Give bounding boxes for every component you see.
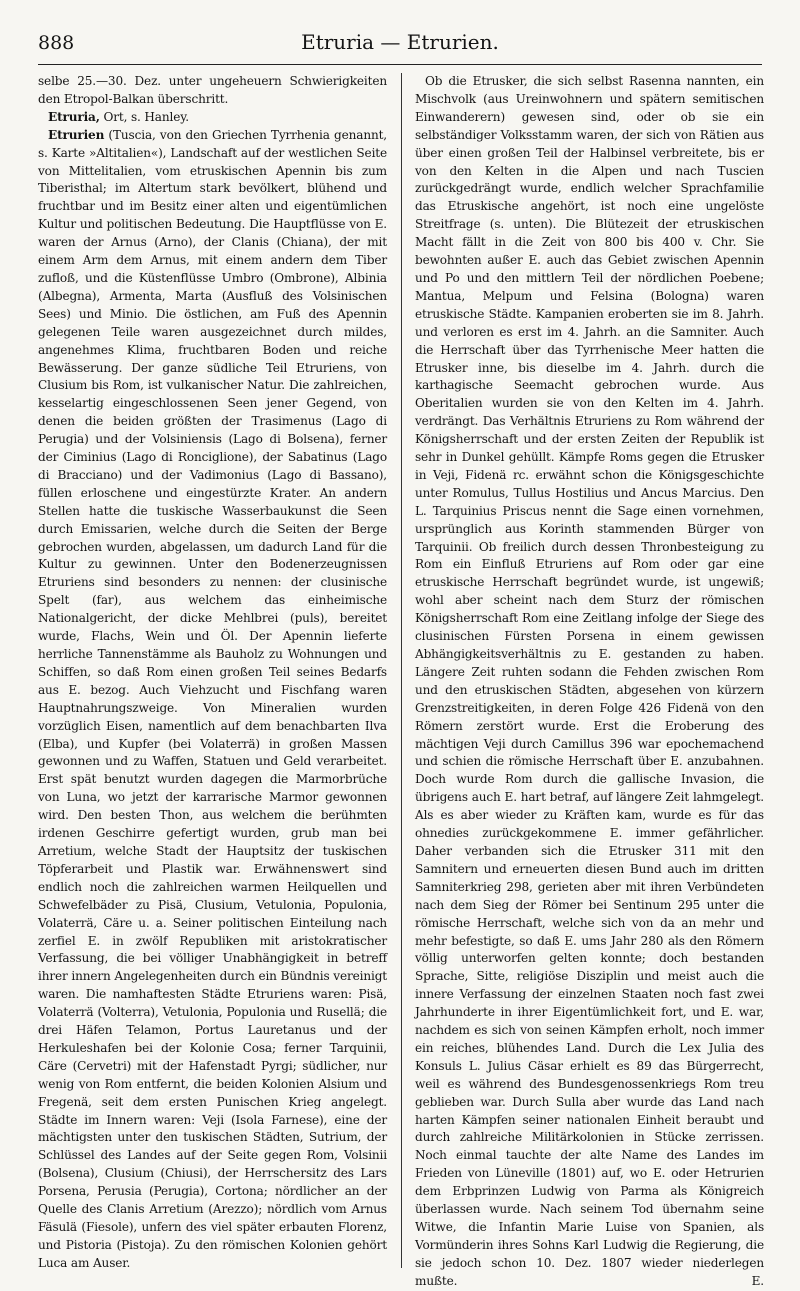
entry-etrurien xyxy=(38,127,387,1273)
paragraph-text: selbe 25.—30. Dez. unter ungeheuern Schwierigkeiten den Etropol-Balkan überschritt. xyxy=(38,74,387,106)
left-column xyxy=(38,73,387,1268)
entry-continuation xyxy=(38,73,387,109)
entry-etruria xyxy=(38,109,387,127)
right-column xyxy=(415,73,764,1288)
paragraph-text: Ort, s. Hanley. xyxy=(99,109,190,124)
page-header xyxy=(38,24,762,58)
text-columns xyxy=(38,73,764,1288)
entry-headword: Etruria, xyxy=(48,109,100,124)
entry-etrurien-history xyxy=(415,73,764,1291)
paragraph-text: (Tuscia, von den Griechen Tyrrhenia genannt, s. Karte »Altitalien«), Landschaft auf der westlichen Seite von Mittelitalien, vom etruskischen Apennin bis zum Tiberisthal; im Altertum stark bevölkert, blühend und fruchtbar und im Besitz einer alten und eigentümlichen Kultur und politischen Bedeutung. Die Hauptflüsse von E. waren der Arnus (Arno), der Clanis (Chiana), der mit einem Arm dem Arnus, mit einem andern dem Tiber zufloß, und die Küstenflüsse Umbro (Ombrone), Albinia (Albegna), Armenta, Marta (Ausfluß des Volsinischen Sees) und Minio. Die östlichen, am Fuß des Apennin gelegenen Teile waren ausgezeichnet durch mildes, angenehmes Klima, fruchtbaren Boden und reiche Bewässerung. Der ganze südliche Teil Etruriens, von Clusium bis Rom, ist vulkanischer Natur. Die zahlreichen, kesselartig eingeschlossenen Seen jener Gegend, von denen die beiden größten der Trasimenus (Lago di Perugia) und der Volsiniensis (Lago di Bolsena), ferner der Ciminius (Lago di Ronciglione), der Sabatinus (Lago di Bracciano) und der Vadimonius (Lago di Bassano), füllen erloschene und eingestürzte Krater. An andern Stellen hatte die tuskische Wasserbaukunst die Seen durch Emissarien, welche durch die Seiten der Berge gebrochen wurden, abgelassen, um dadurch Land für die Kultur zu gewinnen. Unter den Bodenerzeugnissen Etruriens sind besonders zu nennen: der clusinische Spelt (far), aus welchem das einheimische Nationalgericht, der dicke Mehlbrei (puls), bereitet wurde, Flachs, Wein und Öl. Der Apennin lieferte herrliche Tannenstämme als Bauholz zu Wohnungen und Schiffen, so daß Rom einen großen Teil seines Bedarfs aus E. bezog. Auch Viehzucht und Fischfang waren Hauptnahrungszweige. Von Mineralien wurden vorzüglich Eisen, namentlich auf dem benachbarten Ilva (Elba), und Kupfer (bei Volaterrä) in großen Massen gewonnen und zu Waffen, Statuen und Geld verarbeitet. Erst spät benutzt wurden dagegen die Marmorbrüche von Luna, wo jetzt der karrarische Marmor gewonnen wird. Den besten Thon, aus welchem die berühmten irdenen Geschirre gefertigt wurden, grub man bei Arretium, welche Stadt der Hauptsitz der tuskischen Töpferarbeit und Plastik war. Erwähnenswert sind endlich noch die zahlreichen warmen Heilquellen und Schwefelbäder zu Pisä, Clusium, Vetulonia, Populonia, Volaterrä, Cäre u. a. Seiner politischen Einteilung nach zerfiel E. in zwölf Republiken mit aristokratischer Verfassung, die bei völliger Unabhängigkeit in betreff ihrer innern Angelegenheiten durch ein Bündnis vereinigt waren. Die namhaftesten Städte Etruriens waren: Pisä, Volaterrä (Volterra), Vetulonia, Populonia und Rusellä; die drei Häfen Telamon, Portus Lauretanus und der Herkuleshafen bei der Kolonie Cosa; ferner Tarquinii, Cäre (Cervetri) mit der Hafenstadt Pyrgi; südlicher, nur wenig von Rom entfernt, die beiden Kolonien Alsium und Fregenä, seit dem ersten Punischen Krieg angelegt. Städte im Innern waren: Veji (Isola Farnese), eine der mächtigsten unter den tuskischen Städten, Sutrium, der Schlüssel des Landes auf der Seite gegen Rom, Volsinii (Bolsena), Clusium (Chiusi), der Herrschersitz des Lars Porsena, Perusia (Perugia), Cortona; nördlicher an der Quelle des Clanis Arretium (Arezzo); nördlich vom Arnus Fäsulä (Fiesole), unfern des viel später erbauten Florenz, und Pistoria (Pistoja). Zu den römischen Kolonien gehört Luca am Auser. xyxy=(38,127,387,1270)
paragraph-text: Ob die Etrusker, die sich selbst Rasenna nannten, ein Mischvolk (aus Ureinwohnern und spätern semitischen Einwanderern) gewesen sind, oder ob sie ein selbständiger Volksstamm waren, der sich von Rätien aus über einen großen Teil der Halbinsel verbreitete, bis er von den Kelten in die Alpen und nach Tuscien zurückgedrängt wurde, endlich welcher Sprachfamilie das Etruskische angehört, ist noch eine ungelöste Streitfrage (s. unten). Die Blütezeit der etruskischen Macht fällt in die Zeit von 800 bis 400 v. Chr. Sie bewohnten außer E. auch das Gebiet zwischen Apennin und Po und den mittlern Teil der nördlichen Poebene; Mantua, Melpum und Felsina (Bologna) waren etruskische Städte. Kampanien eroberten sie im 8. Jahrh. und verloren es erst im 4. Jahrh. an die Samniter. Auch die Herrschaft über das Tyrrhenische Meer hatten die Etrusker inne, bis dieselbe im 4. Jahrh. durch die karthagische Seemacht gebrochen wurde. Aus Oberitalien wurden sie von den Kelten im 4. Jahrh. verdrängt. Das Verhältnis Etruriens zu Rom während der Königsherrschaft und der ersten Zeiten der Republik ist sehr in Dunkel gehüllt. Kämpfe Roms gegen die Etrusker in Veji, Fidenä rc. erwähnt schon die Königsgeschichte unter Romulus, Tullus Hostilius und Ancus Marcius. Den L. Tarquinius Priscus nennt die Sage einen vornehmen, ursprünglich aus Korinth stammenden Bürger von Tarquinii. Ob freilich durch dessen Thronbesteigung zu Rom ein Einfluß Etruriens auf Rom oder gar eine etruskische Herrschaft begründet wurde, ist ungewiß; wohl aber scheint nach dem Sturz der römischen Königsherrschaft Rom eine Zeitlang infolge der Siege des clusinischen Fürsten Porsena in einem gewissen Abhängigkeitsverhältnis zu E. gestanden zu haben. Längere Zeit ruhten sodann die Fehden zwischen Rom und den etruskischen Städten, abgesehen von kürzern Grenzstreitigkeiten, in deren Folge 426 Fidenä von den Römern zerstört wurde. Erst die Eroberung des mächtigen Veji durch Camillus 396 war epochemachend und schien die römische Herrschaft über E. anzubahnen. Doch wurde Rom durch die gallische Invasion, die übrigens auch E. hart betraf, auf längere Zeit lahmgelegt. Als es aber wieder zu Kräften kam, wurde es für das ohnedies zurückgekommene E. immer gefährlicher. Daher verbanden sich die Etrusker 311 mit den Samnitern und erneuerten diesen Bund auch im dritten Samniterkrieg 298, gerieten aber mit ihren Verbündeten nach dem Sieg der Römer bei Sentinum 295 unter die römische Herrschaft, welche sich von da an mehr und mehr befestigte, so daß E. ums Jahr 280 als den Römern völlig unterworfen gelten konnte; doch bestanden Sprache, Sitte, religiöse Disziplin und meist auch die innere Verfassung der einzelnen Staaten noch fast zwei Jahrhunderte in ihrer Eigentümlichkeit fort, und E. war, nachdem es sich von seinen Kämpfen erholt, noch immer ein reiches, blühendes Land. Durch die Lex Julia des Konsuls L. Julius Cäsar erhielt es 89 das Bürgerrecht, weil es während des Bundesgenossenkriegs Rom treu geblieben war. Durch Sulla aber wurde das Land nach harten Kämpfen seiner nationalen Einheit beraubt und durch zahlreiche Militärkolonien in Stücke zerrissen. Noch einmal tauchte der alte Name des Landes im Frieden von Lüneville (1801) auf, wo E. oder Hetrurien dem Erbprinzen Ludwig von Parma als Königreich überlassen wurde. Nach seinem Tod übernahm seine Witwe, die Infantin Marie Luise von Spanien, als Vormünderin ihres Sohns Karl Ludwig die Regierung, die sie jedoch schon 10. Dez. 1807 wieder niederlegen mußte. xyxy=(415,74,764,1288)
column-divider xyxy=(401,73,402,1268)
footer-catchword: E. xyxy=(751,1273,764,1288)
header-rule xyxy=(38,64,762,65)
page-number: 888 xyxy=(38,32,75,54)
entry-headword: Etrurien xyxy=(48,127,105,142)
running-title: Etruria — Etrurien. xyxy=(301,30,499,54)
